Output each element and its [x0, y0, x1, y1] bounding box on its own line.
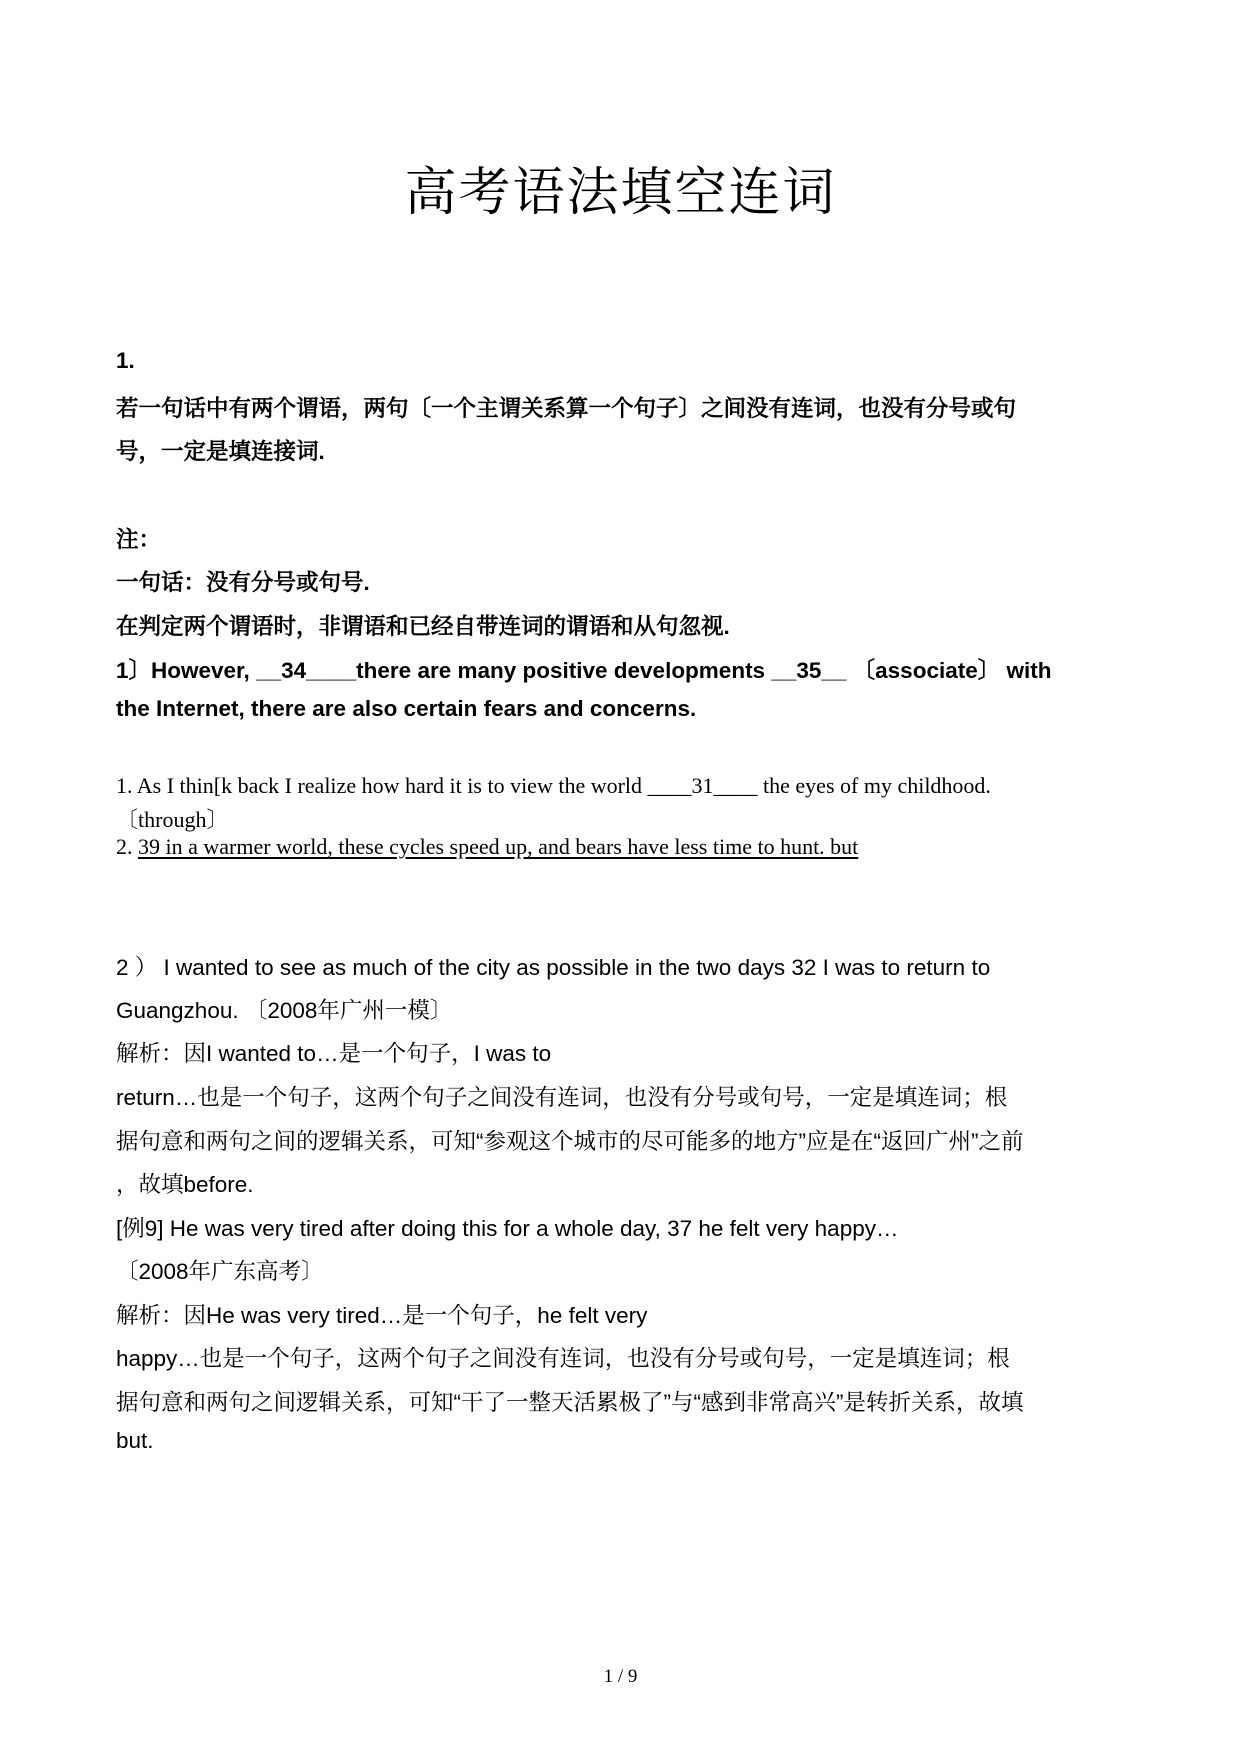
rule-text-line: 号，一定是填连接词.	[116, 439, 325, 464]
analysis-line: return…也是一个句子，这两个句子之间没有连词，也没有分号或句号，一定是填连词；根	[116, 1085, 1008, 1110]
note-line: 一句话：没有分号或句号.	[116, 570, 370, 595]
analysis-line: but.	[116, 1428, 154, 1453]
example-line: [例9] He was very tired after doing this for a whole day, 37 he felt very happy…	[116, 1216, 899, 1241]
page-number: 1 / 9	[603, 1666, 638, 1687]
serif-example-prefix: 2.	[116, 834, 138, 859]
example-line: Guangzhou. 〔2008年广州一模〕	[116, 998, 453, 1023]
example-line: 2 ） I wanted to see as much of the city as possible in the two days 32 I was to return to	[116, 955, 991, 980]
example-line: the Internet, there are also certain fears and concerns.	[116, 696, 697, 721]
analysis-line: happy…也是一个句子，这两个句子之间没有连词，也没有分号或句号，一定是填连词；根	[116, 1346, 1010, 1371]
analysis-line: 解析：因He was very tired…是一个句子，he felt very	[116, 1303, 648, 1328]
note-heading: 注：	[116, 527, 162, 552]
analysis-line: ，故填before.	[116, 1172, 254, 1197]
analysis-line: 据句意和两句之间的逻辑关系，可知“参观这个城市的尽可能多的地方”应是在“返回广州”之前	[116, 1129, 1024, 1154]
example-line: 〔2008年广东高考〕	[116, 1259, 324, 1284]
serif-example-line: 1. As I thin[k back I realize how hard it is to view the world ____31____ the eyes of my childhood.	[116, 773, 991, 798]
analysis-line: 据句意和两句之间逻辑关系，可知“干了一整天活累极了”与“感到非常高兴”是转折关系，故填	[116, 1390, 1024, 1415]
serif-example-line: 〔through〕	[116, 807, 229, 832]
analysis-line: 解析：因I wanted to…是一个句子，I was to	[116, 1041, 552, 1066]
note-line: 在判定两个谓语时，非谓语和已经自带连词的谓语和从句忽视.	[116, 614, 730, 639]
rule-text-line: 若一句话中有两个谓语，两句〔一个主谓关系算一个句子〕之间没有连词，也没有分号或句	[116, 396, 1017, 421]
section-number: 1.	[116, 348, 135, 373]
underlined-sentence: 39 in a warmer world, these cycles speed up, and bears have less time to hunt. but	[138, 834, 859, 859]
page-title: 高考语法填空连词	[404, 163, 837, 223]
example-line: 1〕However, __34____there are many positive developments __35__ 〔associate〕 with	[116, 658, 1052, 683]
serif-example-line	[116, 834, 858, 860]
